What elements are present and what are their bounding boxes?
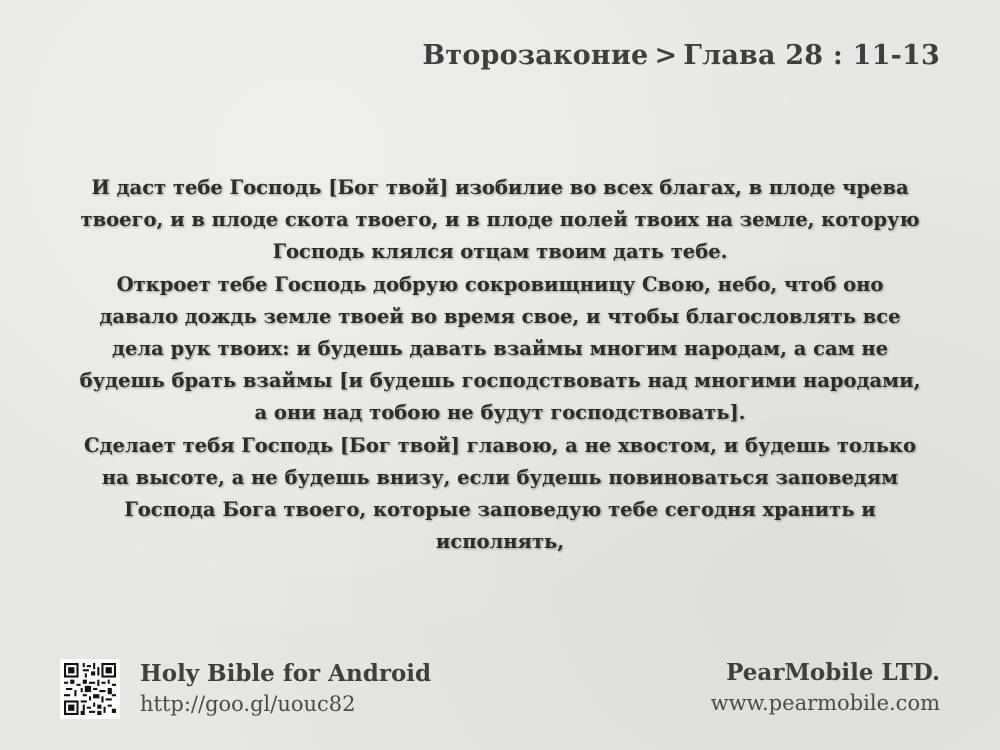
page-title <box>422 40 940 71</box>
verse-13: Сделает тебя Господь [Бог твой] главою, а не хвостом, и будешь только на высоте, а не будешь внизу, если будешь повиноваться заповедям Господа Бога твоего, которые заповедую тебе сегодня хранить и исполнять, <box>84 433 916 554</box>
website-link[interactable]: www.pearmobile.com <box>710 691 940 715</box>
chapter-reference: Глава 28 : 11-13 <box>683 40 940 71</box>
verse-12: Откроет тебе Господь добрую сокровищницу Свою, небо, чтоб оно давало дождь земле твоей во время свое, и чтобы благословлять все дела рук твоих: и будешь давать взаймы многим народам, а сам не будешь брать взаймы [и будешь господствовать над многими народами, а они над тобою не будут господствовать]. <box>79 272 921 425</box>
company-name: PearMobile LTD. <box>726 659 940 686</box>
breadcrumb-separator: > <box>654 40 678 71</box>
book-name: Второзаконие <box>422 40 649 71</box>
qr-code-graphic <box>64 663 116 715</box>
app-promo <box>60 658 431 720</box>
verse-11: И даст тебе Господь [Бог твой] изобилие во всех благах, в плоде чрева твоего, и в плоде скота твоего, и в плоде полей твоих на земле, которую Господь клялся отцам твоим дать тебе. <box>80 176 920 264</box>
app-link[interactable]: http://goo.gl/uouc82 <box>140 692 356 716</box>
verse-text-block <box>78 172 922 558</box>
app-info <box>140 659 431 719</box>
publisher-info <box>711 658 940 718</box>
qr-code-icon[interactable] <box>60 659 120 719</box>
app-name: Holy Bible for Android <box>140 660 432 687</box>
